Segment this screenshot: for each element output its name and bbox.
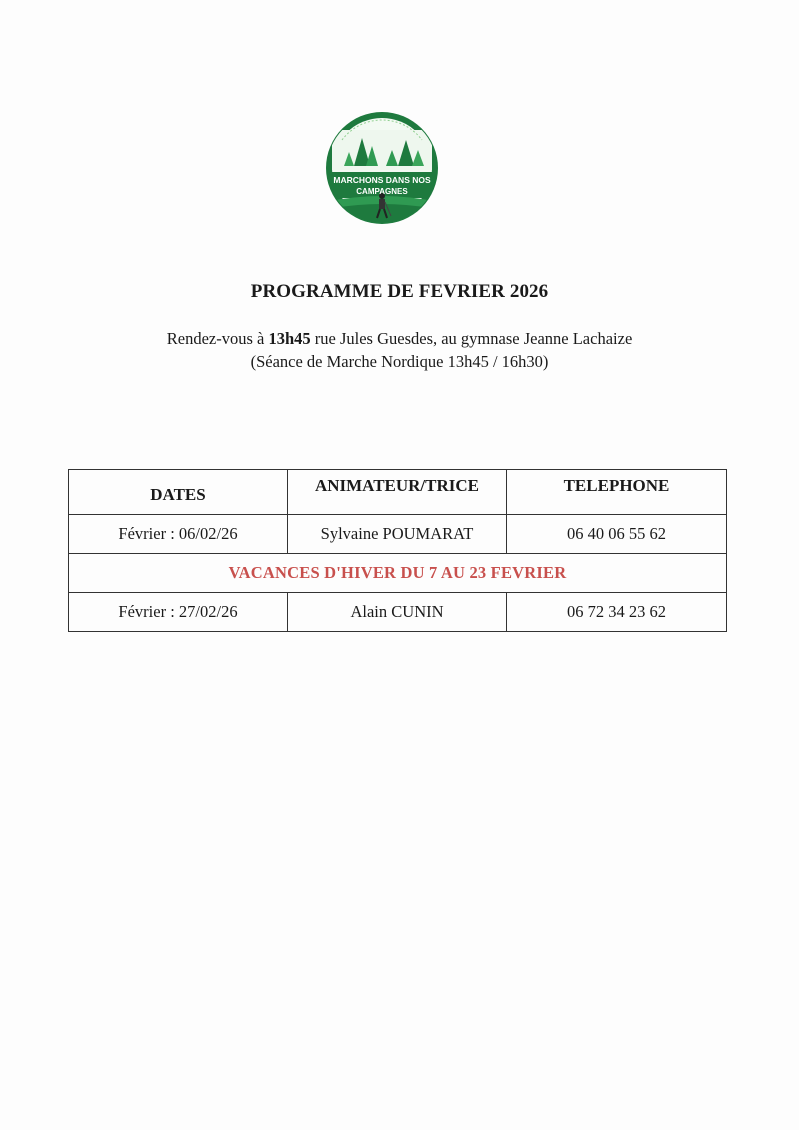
svg-text:MARCHONS DANS NOS: MARCHONS DANS NOS (333, 175, 431, 185)
page-title: PROGRAMME DE FEVRIER 2026 (250, 281, 549, 302)
date-cell: Février : 27/02/26 (69, 593, 288, 632)
schedule-table (68, 469, 727, 632)
column-header-animateur: ANIMATEUR/TRICE (288, 470, 507, 515)
date-cell: Février : 06/02/26 (69, 515, 288, 554)
animateur-cell: Sylvaine POUMARAT (288, 515, 507, 554)
session-info: (Séance de Marche Nordique 13h45 / 16h30) (250, 352, 549, 371)
table-row (69, 593, 727, 632)
meeting-info-location: rue Jules Guesdes, au gymnase Jeanne Lachaize (310, 329, 633, 348)
meeting-info (0, 329, 799, 349)
club-logo (314, 110, 450, 226)
column-header-dates: DATES (69, 470, 288, 515)
telephone-cell: 06 72 34 23 62 (507, 593, 727, 632)
column-header-telephone: TELEPHONE (507, 470, 727, 515)
hiking-club-emblem-icon (314, 110, 450, 226)
table-header-row (69, 470, 727, 515)
svg-text:CAMPAGNES: CAMPAGNES (356, 187, 408, 196)
telephone-cell: 06 40 06 55 62 (507, 515, 727, 554)
meeting-info-prefix: Rendez-vous à (166, 329, 269, 348)
vacances-row (69, 554, 727, 593)
table-row (69, 515, 727, 554)
meeting-time: 13h45 (268, 329, 311, 348)
vacances-notice: VACANCES D'HIVER DU 7 AU 23 FEVRIER (69, 554, 727, 593)
animateur-cell: Alain CUNIN (288, 593, 507, 632)
